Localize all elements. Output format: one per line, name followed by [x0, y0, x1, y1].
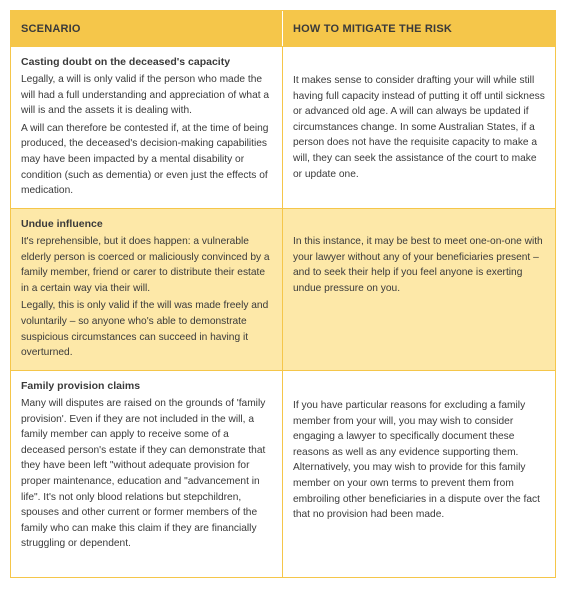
table-row-undue-influence [11, 209, 555, 371]
header-mitigation: HOW TO MITIGATE THE RISK [293, 22, 452, 35]
mitigation-cell [283, 371, 555, 577]
scenario-cell [11, 47, 283, 208]
scenario-title: Casting doubt on the deceased's capacity [21, 56, 231, 68]
mitigation-text: If you have particular reasons for excluding a family member from your will, you may wish to consider engaging a lawyer to specifically document these reasons as well as any evidence supporting them. Alternatively, you may wish to provide for this family member on your own terms to prevent them from embroiling other beneficiaries in a dispute over the fact that no provision had been made. [293, 400, 540, 521]
header-scenario: SCENARIO [11, 11, 283, 46]
scenario-body [21, 72, 272, 199]
scenario-body [21, 396, 272, 552]
table-header-row [11, 11, 555, 47]
mitigation-cell [283, 47, 555, 208]
scenario-cell [11, 209, 283, 370]
table-row-capacity [11, 47, 555, 209]
mitigation-text: In this instance, it may be best to meet one-on-one with your lawyer without any of your beneficiaries present – and to seek their help if you feel anyone is exerting undue pressure on you. [293, 236, 543, 294]
scenario-title: Undue influence [21, 218, 103, 230]
scenario-paragraph: A will can therefore be contested if, at the time of being produced, the deceased's decision-making capabilities may have been impacted by a mental disability or condition (such as dementia) or even just the effects of medication. [21, 122, 269, 197]
scenario-paragraph: Many will disputes are raised on the grounds of 'family provision'. Even if they are not included in the will, a family member can apply to receive some of a deceased person's estate if they can demonstrate that they have been left "without adequate provision for proper maintenance, education and "advancement in life". It's not only blood relations but stepchildren, spouses and other current or former members of the family who can make this claim if they are financially struggling or dependent. [21, 398, 266, 550]
table-row-family-provision [11, 371, 555, 577]
scenario-paragraph: Legally, this is only valid if the will was made freely and voluntarily – so anyone who's able to demonstrate suspicious circumstances can succeed in having it overturned. [21, 300, 269, 359]
scenario-title: Family provision claims [21, 380, 141, 392]
scenario-paragraph: It's reprehensible, but it does happen: a vulnerable elderly person is coerced or maliciously convinced by a family member, friend or carer to distribute their estate in a certain way via their will. [21, 236, 270, 294]
scenario-body [21, 234, 272, 361]
mitigation-cell [283, 209, 555, 370]
scenario-cell [11, 371, 283, 577]
risk-table [10, 10, 556, 578]
mitigation-text: It makes sense to consider drafting your will while still having full capacity instead of putting it off until sickness or advanced old age. A will can always be updated if circumstances change. In some Australian States, if a person does not have the requisite capacity to make a will, they can seek the assistance of the court to make or update one. [293, 75, 545, 180]
scenario-paragraph: Legally, a will is only valid if the person who made the will had a full understanding and appreciation of what a will is and the assets it is dealing with. [21, 74, 270, 117]
